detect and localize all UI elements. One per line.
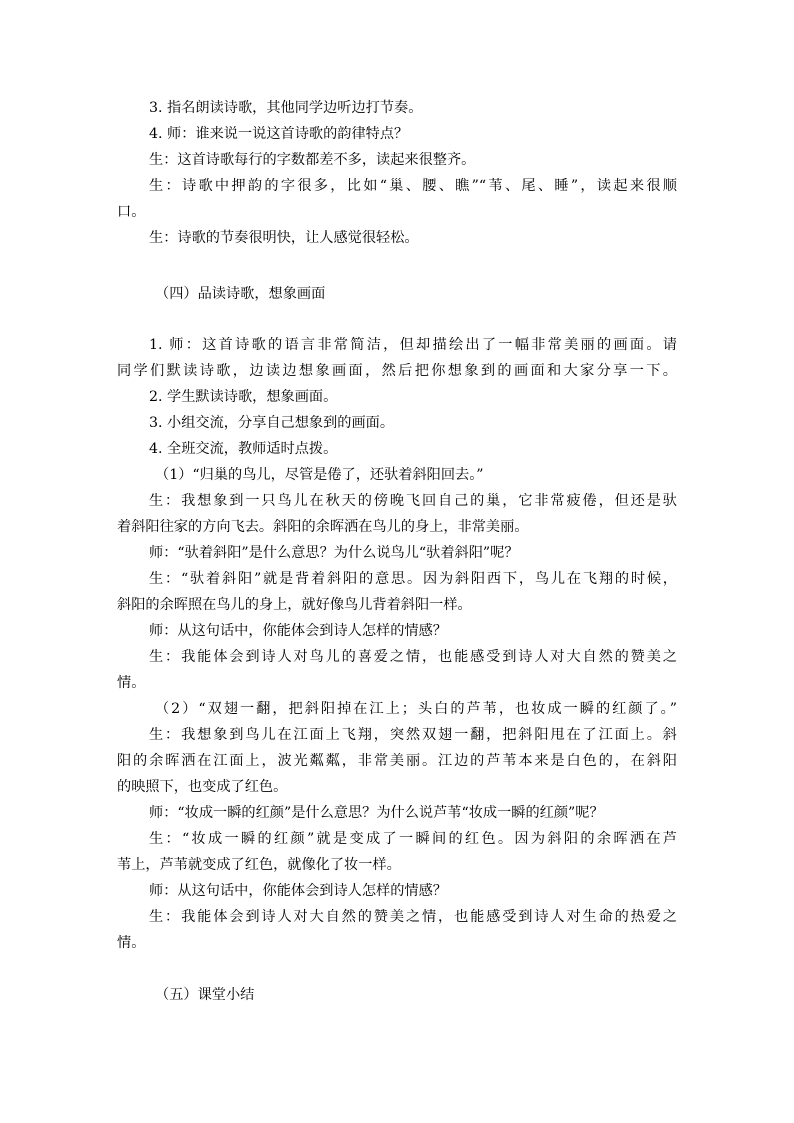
text-line: 1. 师：这首诗歌的语言非常简洁，但却描绘出了一幅非常美丽的画面。请	[149, 337, 677, 353]
text-line: 生：“驮着斜阳”就是背着斜阳的意思。因为斜阳西下，鸟儿在飞翔的时候，	[149, 571, 677, 587]
text-line: 师：从这句话中，你能体会到诗人怎样的情感？	[149, 623, 447, 639]
text-line: 4. 师：谁来说一说这首诗歌的韵律特点？	[149, 126, 409, 142]
text-line: （1）“归巢的鸟儿，尽管是倦了，还驮着斜阳回去。”	[155, 467, 484, 483]
text-line: 情。	[117, 935, 146, 951]
text-line: 生：我想象到鸟儿在江面上飞翔，突然双翅一翻，把斜阳甩在了江面上。斜	[149, 727, 677, 743]
text-line: 2. 学生默读诗歌，想象画面。	[149, 389, 338, 405]
text-line: 师：从这句话中，你能体会到诗人怎样的情感？	[149, 883, 447, 899]
section-heading: （五）课堂小结	[155, 987, 255, 1003]
text-line: 生：我能体会到诗人对鸟儿的喜爱之情，也能感受到诗人对大自然的赞美之	[149, 649, 677, 665]
text-line: 的映照下，也变成了红色。	[117, 779, 288, 795]
section-heading: （四）品读诗歌，想象画面	[155, 286, 326, 302]
text-line: 阳的余晖洒在江面上，波光粼粼，非常美丽。江边的芦苇本来是白色的，在斜阳	[117, 753, 677, 769]
text-line: 4. 全班交流，教师适时点拨。	[149, 441, 338, 457]
text-line: 师：“驮着斜阳”是什么意思？为什么说鸟儿“驮着斜阳”呢？	[149, 545, 519, 561]
text-line: 生：“妆成一瞬的红颜”就是变成了一瞬间的红色。因为斜阳的余晖洒在芦	[149, 831, 677, 847]
text-line: 生：诗歌的节奏很明快，让人感觉很轻松。	[149, 230, 419, 246]
text-line: 口。	[117, 204, 146, 220]
text-line: 师：“妆成一瞬的红颜”是什么意思？为什么说芦苇“妆成一瞬的红颜”呢？	[149, 805, 604, 821]
text-line: （2）“双翅一翻，把斜阳掉在江上；头白的芦苇，也妆成一瞬的红颜了。”	[155, 701, 677, 717]
text-line: 同学们默读诗歌，边读边想象画面，然后把你想象到的画面和大家分享一下。	[117, 363, 677, 379]
text-line: 情。	[117, 675, 146, 691]
text-line: 生：我想象到一只鸟儿在秋天的傍晚飞回自己的巢，它非常疲倦，但还是驮	[149, 493, 677, 509]
text-line: 生：诗歌中押韵的字很多，比如“巢、腰、瞧”“苇、尾、睡”，读起来很顺	[149, 178, 677, 194]
text-line: 着斜阳往家的方向飞去。斜阳的余晖洒在鸟儿的身上，非常美丽。	[117, 519, 529, 535]
text-line: 生：我能体会到诗人对大自然的赞美之情，也能感受到诗人对生命的热爱之	[149, 909, 677, 925]
text-line: 生：这首诗歌每行的字数都差不多，读起来很整齐。	[149, 152, 476, 168]
text-line: 3. 小组交流，分享自己想象到的画面。	[149, 415, 395, 431]
text-line: 苇上，芦苇就变成了红色，就像化了妆一样。	[117, 857, 401, 873]
text-line: 斜阳的余晖照在鸟儿的身上，就好像鸟儿背着斜阳一样。	[117, 597, 472, 613]
text-line: 3. 指名朗读诗歌，其他同学边听边打节奏。	[149, 100, 423, 116]
